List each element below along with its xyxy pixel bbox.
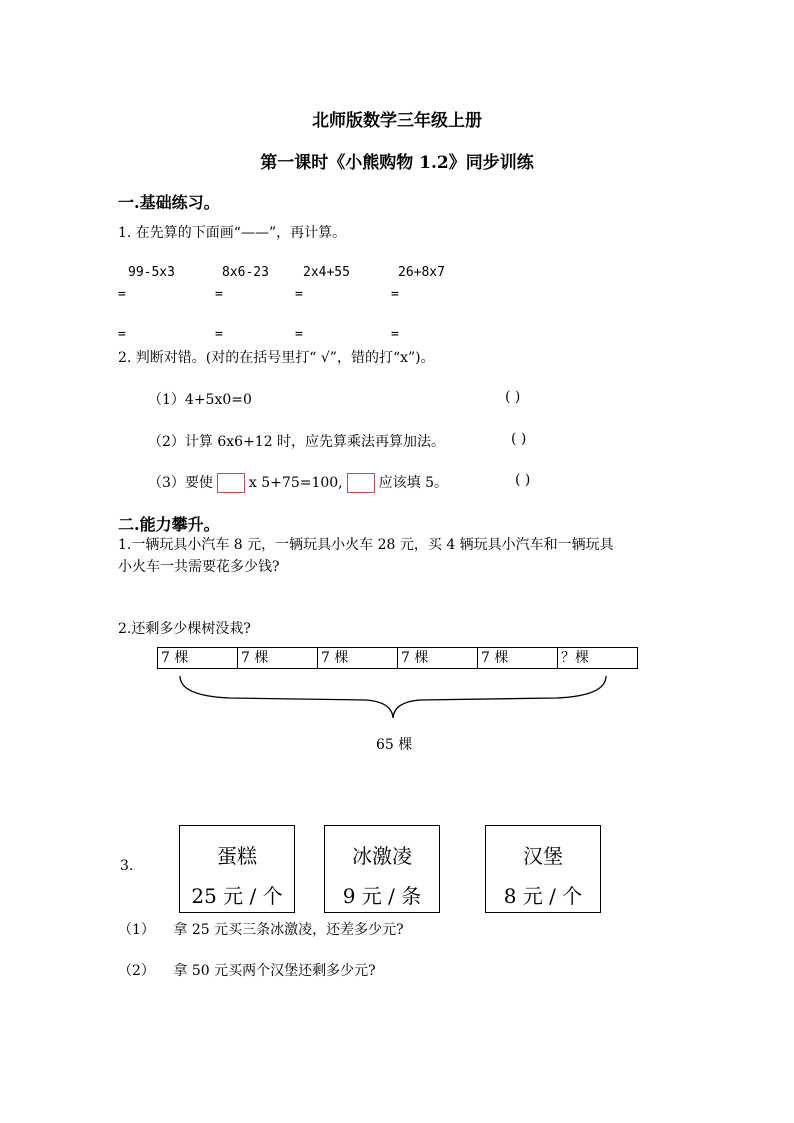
judge-item-3-post: 应该填 5。 <box>378 475 448 491</box>
item-price: 8 元 / 个 <box>503 884 583 908</box>
word-problem-1-line-2: 小火车一共需要花多少钱? <box>118 559 280 575</box>
section-2-heading: 二.能力攀升。 <box>118 515 220 534</box>
judge-item-3-mid: x 5+75=100, <box>248 475 343 491</box>
answer-parentheses: ( ) <box>511 431 527 447</box>
fill-in-box[interactable] <box>347 473 375 493</box>
segment-cell: ？棵 <box>558 648 638 668</box>
equals-sign: = <box>391 327 399 342</box>
segment-cell: 7 棵 <box>158 648 238 668</box>
equals-sign: = <box>215 327 223 342</box>
price-card-burger <box>485 825 601 913</box>
sub-question-2-text: 拿 50 元买两个汉堡还剩多少元? <box>173 963 376 979</box>
q2-prompt: 2. 判断对错。(对的在括号里打“ √”，错的打“x”)。 <box>118 350 435 366</box>
judge-item-3 <box>148 472 448 493</box>
segment-cell: 7 棵 <box>318 648 398 668</box>
judge-item-2: （2）计算 6x6+12 时，应先算乘法再算加法。 <box>148 434 446 450</box>
item-price: 25 元 / 个 <box>191 884 283 908</box>
item-name: 汉堡 <box>523 844 563 868</box>
expression-4: 26+8x7 <box>398 265 445 280</box>
segment-cell: 7 棵 <box>478 648 558 668</box>
judge-item-3-pre: （3）要使 <box>148 475 213 491</box>
sub-question-1 <box>118 919 404 939</box>
section-1-heading: 一.基础练习。 <box>118 193 220 212</box>
equals-sign: = <box>295 287 303 302</box>
word-problem-1-line-1: 1.一辆玩具小汽车 8 元，一辆玩具小火车 28 元，买 4 辆玩具小汽车和一辆玩具 <box>118 537 614 553</box>
page-subtitle: 第一课时《小熊购物 1.2》同步训练 <box>260 153 534 173</box>
answer-parentheses: ( ) <box>505 389 521 405</box>
price-card-ice-cream <box>324 825 440 913</box>
price-card-cake <box>179 825 295 913</box>
answer-parentheses: ( ) <box>515 472 531 488</box>
q1-prompt: 1. 在先算的下面画“——”，再计算。 <box>118 225 347 241</box>
tree-segment-bar <box>157 647 638 669</box>
item-price: 9 元 / 条 <box>342 884 422 908</box>
sub-question-2 <box>118 960 376 980</box>
item-name: 蛋糕 <box>217 844 257 868</box>
fill-in-box[interactable] <box>217 473 245 493</box>
equals-sign: = <box>295 327 303 342</box>
equals-sign: = <box>118 287 126 302</box>
expression-3: 2x4+55 <box>303 265 350 280</box>
word-problem-2: 2.还剩多少棵树没栽? <box>118 621 251 637</box>
page-title: 北师版数学三年级上册 <box>312 111 482 131</box>
total-label: 65 棵 <box>376 737 413 753</box>
equals-sign: = <box>391 287 399 302</box>
curly-brace <box>170 672 616 722</box>
sub-question-2-number: （2） <box>118 963 155 979</box>
word-problem-3-number: 3. <box>120 858 134 874</box>
segment-cell: 7 棵 <box>398 648 478 668</box>
expression-1: 99-5x3 <box>128 265 175 280</box>
sub-question-1-number: （1） <box>118 922 155 938</box>
equals-sign: = <box>215 287 223 302</box>
expression-2: 8x6-23 <box>222 265 269 280</box>
judge-item-1: （1）4+5x0=0 <box>148 392 252 408</box>
equals-sign: = <box>118 327 126 342</box>
sub-question-1-text: 拿 25 元买三条冰激凌，还差多少元? <box>173 922 404 938</box>
segment-cell: 7 棵 <box>238 648 318 668</box>
item-name: 冰激凌 <box>352 844 412 868</box>
